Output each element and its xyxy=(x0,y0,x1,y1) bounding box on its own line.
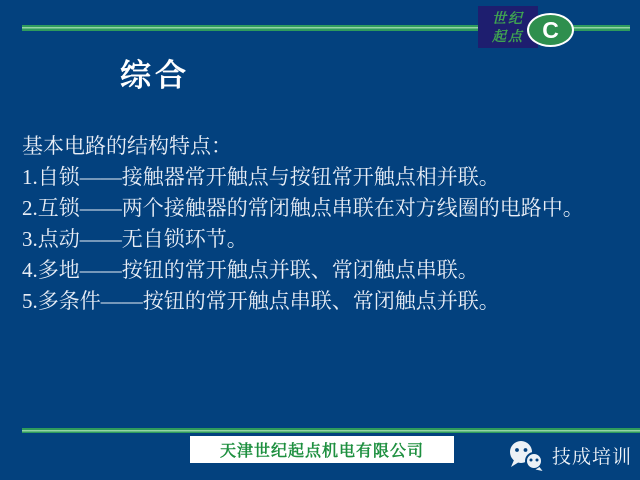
logo-badge-letter: C xyxy=(542,16,559,43)
body-line-2: 2.互锁——两个接触器的常闭触点串联在对方线圈的电路中。 xyxy=(22,196,584,220)
wechat-icon xyxy=(507,440,545,471)
logo-c-badge xyxy=(527,13,574,47)
company-name: 天津世纪起点机电有限公司 xyxy=(219,443,424,460)
body-line-1: 1.自锁——接触器常开触点与按钮常开触点相并联。 xyxy=(22,165,500,189)
body-line-5: 5.多条件——按钮的常开触点串联、常闭触点并联。 xyxy=(22,289,500,313)
body-text-block xyxy=(22,131,634,317)
company-banner xyxy=(190,436,454,463)
body-heading: 基本电路的结构特点： xyxy=(22,134,232,158)
body-line-3: 3.点动——无自锁环节。 xyxy=(22,227,248,251)
brand-name: 技成培训 xyxy=(552,447,633,468)
logo-text-line1: 世纪 xyxy=(492,10,524,26)
brand-badge xyxy=(507,440,632,471)
body-line-4: 4.多地——按钮的常开触点并联、常闭触点串联。 xyxy=(22,258,479,282)
logo-text-line2: 起点 xyxy=(492,28,524,44)
bottom-divider-line xyxy=(22,428,640,433)
slide-title: 综合 xyxy=(120,58,190,93)
